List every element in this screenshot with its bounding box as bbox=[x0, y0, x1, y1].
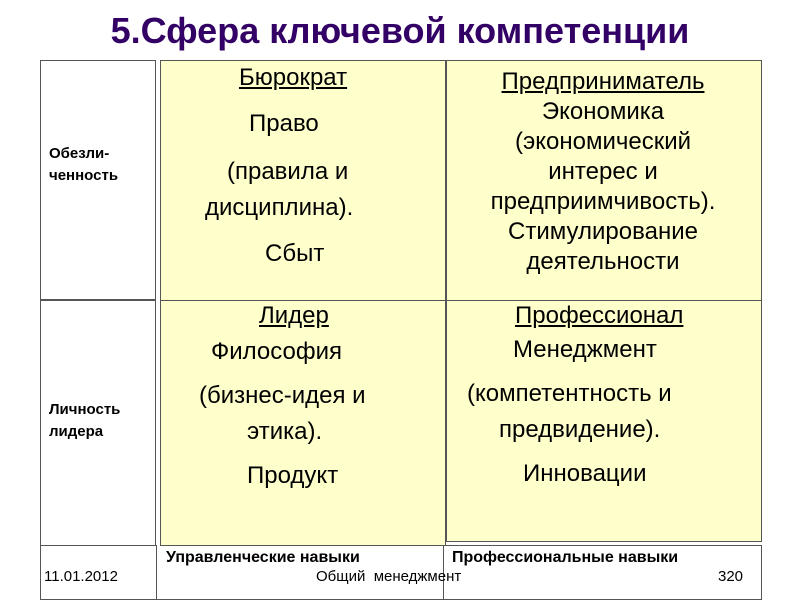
professional-line-1: Менеджмент bbox=[513, 336, 657, 363]
bureaucrat-line-4: Сбыт bbox=[265, 240, 325, 267]
heading-leader: Лидер bbox=[259, 302, 329, 329]
row-label-top-line-1: Обезли- bbox=[49, 145, 110, 162]
row-label-cell-bottom bbox=[40, 300, 156, 546]
professional-line-3: предвидение). bbox=[499, 416, 661, 443]
cell-entrepreneur bbox=[446, 60, 762, 302]
bureaucrat-line-1: Право bbox=[249, 110, 319, 137]
entrepreneur-line-2: (экономический bbox=[514, 128, 692, 155]
entrepreneur-text bbox=[447, 67, 759, 277]
leader-line-1: Философия bbox=[211, 338, 343, 365]
professional-line-2: (компетентность и bbox=[467, 380, 672, 407]
heading-professional: Профессионал bbox=[515, 302, 684, 329]
footer-center-text: Общий менеджмент bbox=[316, 568, 462, 585]
row-label-top bbox=[49, 143, 118, 187]
leader-line-4: Продукт bbox=[247, 462, 339, 489]
row-label-cell-top bbox=[40, 60, 156, 300]
leader-line-2: (бизнес-идея и bbox=[199, 382, 366, 409]
cell-bureaucrat bbox=[160, 60, 446, 302]
bureaucrat-line-2: (правила и bbox=[227, 158, 349, 185]
cell-leader bbox=[160, 300, 446, 546]
row-label-top-line-2: ченность bbox=[49, 167, 119, 184]
entrepreneur-line-1: Экономика bbox=[541, 98, 665, 125]
heading-bureaucrat: Бюрократ bbox=[239, 64, 348, 91]
entrepreneur-line-5: Стимулирование bbox=[508, 218, 698, 245]
footer-page-number: 320 bbox=[718, 568, 744, 585]
entrepreneur-line-3: интерес и bbox=[548, 158, 658, 185]
professional-line-4: Инновации bbox=[523, 460, 647, 487]
bureaucrat-line-3: дисциплина). bbox=[205, 194, 354, 221]
entrepreneur-line-4: предприимчивость). bbox=[490, 188, 716, 215]
entrepreneur-line-6: деятельности bbox=[526, 248, 680, 275]
row-label-bottom-line-1: Личность bbox=[49, 401, 121, 418]
row-label-bottom-line-2: лидера bbox=[49, 423, 104, 440]
leader-line-3: этика). bbox=[247, 418, 323, 445]
row-label-bottom bbox=[49, 399, 120, 443]
column-label-left: Управленческие навыки bbox=[166, 549, 360, 566]
heading-entrepreneur: Предприниматель bbox=[501, 68, 705, 95]
column-label-right: Профессиональные навыки bbox=[452, 549, 679, 566]
cell-professional bbox=[446, 300, 762, 542]
footer-date: 11.01.2012 bbox=[44, 568, 118, 585]
slide-title: 5.Сфера ключевой компетенции bbox=[110, 10, 690, 51]
